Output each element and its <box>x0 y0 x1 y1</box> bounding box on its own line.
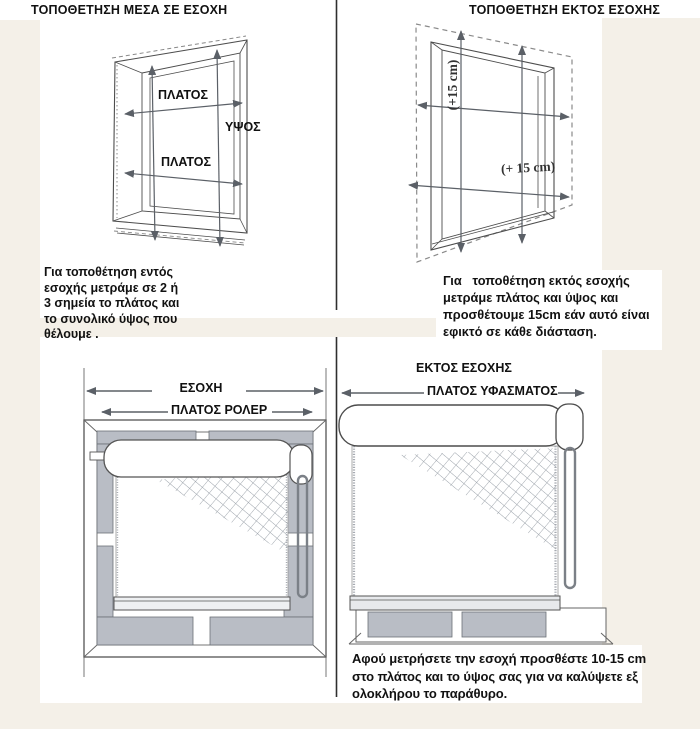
caption-line: ολοκλήρου το παράθυρο. <box>352 686 508 701</box>
width-allowance-label: (+ 15 cm) <box>500 158 556 177</box>
caption-line: θέλουμε . <box>44 327 99 341</box>
caption-line: μετράμε πλάτος και ύψος και <box>443 290 619 305</box>
inside-recess-window-drawing <box>112 36 247 245</box>
caption-line: το συνολικό ύψος που <box>44 311 178 326</box>
inside-recess-measure-arrows <box>125 50 242 246</box>
outside-recess-caption <box>443 272 650 340</box>
caption-line: στο πλάτος και το ύψος σας για να καλύψετε εξ <box>352 668 638 684</box>
caption-line: εσοχής μετράμε σε 2 ή <box>44 280 179 295</box>
recess-label: ΕΣΟΧΗ <box>179 381 223 395</box>
width-label-top: ΠΛΑΤΟΣ <box>158 88 208 102</box>
width-label-bottom: ΠΛΑΤΟΣ <box>161 155 211 169</box>
outside-detail-caption <box>352 650 646 703</box>
inside-recess-caption <box>44 265 179 343</box>
height-allowance-label: (+15 cm) <box>445 59 460 111</box>
caption-line: Για τοποθέτηση εντός <box>44 265 173 279</box>
height-label: ΥΨΟΣ <box>225 120 261 134</box>
roller-width-label: ΠΛΑΤΟΣ ΡΟΛΕΡ <box>171 403 268 417</box>
caption-line: Για τοποθέτηση εκτός εσοχής <box>443 273 630 288</box>
caption-line: 3 σημεία το πλάτος και <box>44 296 180 310</box>
caption-line: Αφού μετρήσετε την εσοχή προσθέστε 10-15 cm <box>352 651 647 666</box>
outside-roller-drawing <box>339 393 613 644</box>
fabric-width-label: ΠΛΑΤΟΣ ΥΦΑΣΜΑΤΟΣ <box>427 384 558 398</box>
outside-detail-heading: ΕΚΤΟΣ ΕΣΟΧΗΣ <box>416 361 512 375</box>
outside-recess-title: ΤΟΠΟΘΕΤΗΣΗ ΕΚΤΟΣ ΕΣΟΧΗΣ <box>469 3 661 17</box>
caption-line: προσθέτουμε 15cm εάν αυτό είναι <box>443 307 650 322</box>
caption-line: εφικτό σε κάθε διάσταση. <box>443 324 597 339</box>
inside-recess-title: ΤΟΠΟΘΕΤΗΣΗ ΜΕΣΑ ΣΕ ΕΣΟΧΗ <box>31 3 228 17</box>
outside-recess-window-drawing <box>416 24 572 262</box>
